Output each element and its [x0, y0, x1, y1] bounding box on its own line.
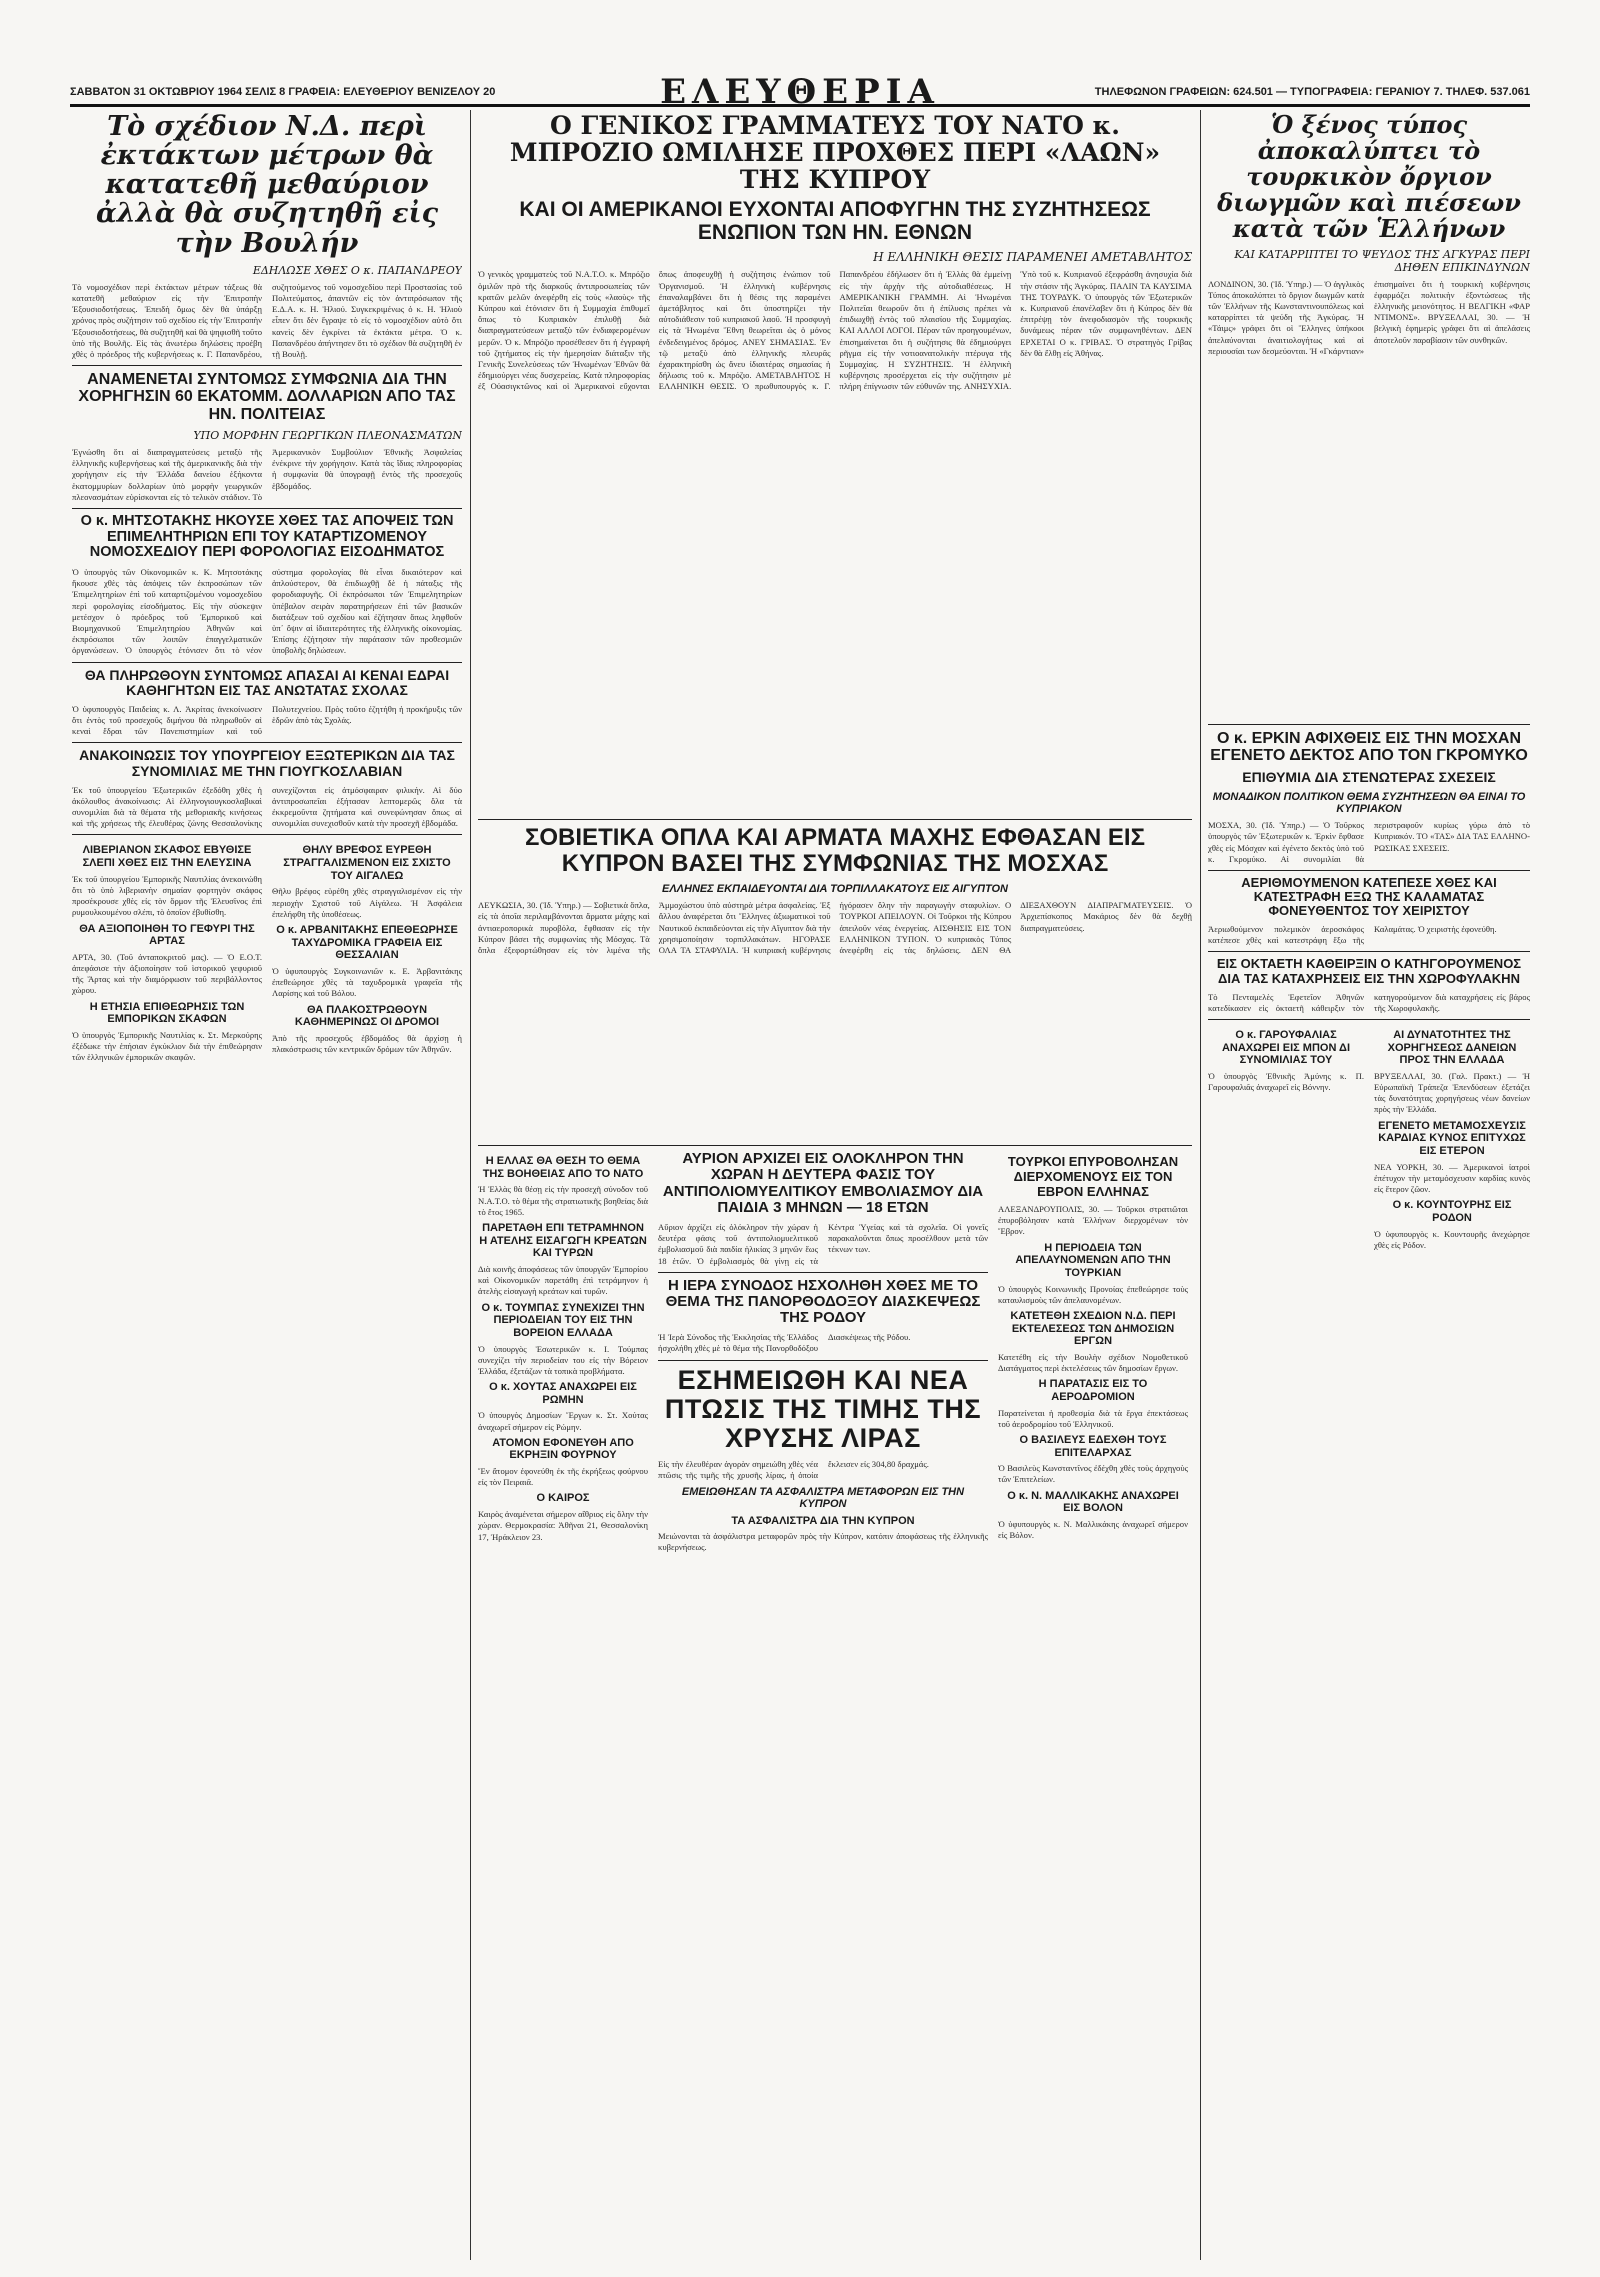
headline-liberian-ship: ΛΙΒΕΡΙΑΝΟΝ ΣΚΑΦΟΣ ΕΒΥΘΙΣΕ ΣΛΕΠΙ ΧΘΕΣ ΕΙΣ ΤΗΝ ΕΛΕΥΣΙΝΑ: [82, 844, 252, 870]
headline-king: Ο ΒΑΣΙΛΕΥΣ ΕΔΕΧΘΗ ΤΟΥΣ ΕΠΙΤΕΛΑΡΧΑΣ: [1019, 1433, 1167, 1459]
article-body: Παρατείνεται ἡ προθεσμία διὰ τὰ ἔργα ἐπεκτάσεως τοῦ ἀεροδρομίου τοῦ Ἑλληνικοῦ.: [998, 1407, 1188, 1429]
deck-torpedo: ΕΛΛΗΝΕΣ ΕΚΠΑΙΔΕΥΟΝΤΑΙ ΔΙΑ ΤΟΡΠΙΛΛΑΚΑΤΟΥΣ ΕΙΣ ΑΙΓΥΠΤΟΝ: [662, 883, 1008, 896]
headline-heart-transplant: ΕΓΕΝΕΤΟ ΜΕΤΑΜΟΣΧΕΥΣΙΣ ΚΑΡΔΙΑΣ ΚΥΝΟΣ ΕΠΙΤΥΧΩΣ ΕΙΣ ΕΤΕΡΟΝ: [1378, 1119, 1526, 1157]
article-body: Ὁ ὑφυπουργὸς κ. Ν. Μαλλικάκης ἀναχωρεῖ σήμερον εἰς Βόλον.: [998, 1518, 1188, 1541]
article-body: ΛΟΝΔΙΝΟΝ, 30. (Ἰδ. Ὑπηρ.) — Ὁ ἀγγλικὸς Τύπος ἀποκαλύπτει τὸ ὄργιον διωγμῶν κατὰ τῶν Ἑλλήνων τῆς Κωνσταντινουπόλεως καὶ καταρρίπτει τὰ ψεύδη τῆς Ἀγκύρας. Ἡ «Τάιμς» γράφει ὅτι οἱ Ἕλληνες ὑπήκοοι ἀπελαύνονται ἀναιτιολογήτως καὶ αἱ περιουσίαι των δεσμεύονται. Ἡ «Γκάρντιαν» ἐπισημαίνει ὅτι ἡ τουρκικὴ κυβέρνησις ἐφαρμόζει πολιτικὴν ἐξοντώσεως τῆς ἑλληνικῆς μειονότητος. Η ΒΕΛΓΙΚΗ «ΦΑΡ ΝΤΙΜΟΝΣ». ΒΡΥΞΕΛΛΑΙ, 30. — Ἡ βελγικὴ ἐφημερὶς γράφει ὅτι αἱ ἀπελάσεις ἀποτελοῦν παραβίασιν τῶν συνθηκῶν.: [1208, 278, 1530, 356]
headline-nato-aid: Η ΕΛΛΑΣ ΘΑ ΘΕΣΗ ΤΟ ΘΕΜΑ ΤΗΣ ΒΟΗΘΕΙΑΣ ΑΠΟ ΤΟ ΝΑΤΟ: [482, 1155, 644, 1180]
center-column: [478, 112, 1192, 2262]
headline-soviet-weapons: ΣΟΒΙΕΤΙΚΑ ΟΠΛΑ ΚΑΙ ΑΡΜΑΤΑ ΜΑΧΗΣ ΕΦΘΑΣΑΝ ΕΙΣ ΚΥΠΡΟΝ ΒΑΣΕΙ ΤΗΣ ΣΥΜΦΩΝΙΑΣ ΤΗΣ ΜΟΣΧΑΣ: [524, 824, 1145, 878]
masthead-rule: [70, 104, 1530, 107]
article-body: Ὁ ὑπουργὸς Ἐσωτερικῶν κ. Ι. Τούμπας συνεχίζει τὴν περιοδείαν του εἰς τὴν Βόρειον Ἑλλάδα, ἐξετάζων τὰ τοπικὰ προβλήματα.: [478, 1343, 648, 1376]
headline-gold-sovereign: ΕΣΗΜΕΙΩΘΗ ΚΑΙ ΝΕΑ ΠΤΩΣΙΣ ΤΗΣ ΤΙΜΗΣ ΤΗΣ ΧΡΥΣΗΣ ΛΙΡΑΣ: [664, 1364, 982, 1453]
headline-dollars: ΑΝΑΜΕΝΕΤΑΙ ΣΥΝΤΟΜΩΣ ΣΥΜΦΩΝΙΑ ΔΙΑ ΤΗΝ ΧΟΡΗΓΗΣΙΝ 60 ΕΚΑΤΟΜΜ. ΔΟΛΛΑΡΙΩΝ ΑΠΟ ΤΑΣ ΗΝ. ΠΟΛΙΤΕΙΑΣ: [78, 371, 456, 423]
headline-airport: Η ΠΑΡΑΤΑΣΙΣ ΕΙΣ ΤΟ ΑΕΡΟΔΡΟΜΙΟΝ: [1038, 1378, 1148, 1403]
headline-weather: Ο ΚΑΙΡΟΣ: [536, 1492, 590, 1505]
headline-ship-inspection: Η ΕΤΗΣΙΑ ΕΠΙΘΕΩΡΗΣΙΣ ΤΩΝ ΕΜΠΟΡΙΚΩΝ ΣΚΑΦΩΝ: [89, 1000, 245, 1026]
headline-nato-brosio: Ο ΓΕΝΙΚΟΣ ΓΡΑΜΜΑΤΕΥΣ ΤΟΥ ΝΑΤΟ κ. ΜΠΡΟΖΙΟ ΩΜΙΛΗΣΕ ΠΡΟΧΘΕΣ ΠΕΡΙ «ΛΑΩΝ» ΤΗΣ ΚΥΠΡΟΥ: [509, 112, 1161, 194]
headline-deportees: Η ΠΕΡΙΟΔΕΙΑ ΤΩΝ ΑΠΕΛΑΥΝΟΜΕΝΩΝ ΑΠΟ ΤΗΝ ΤΟΥΡΚΙΑΝ: [1015, 1241, 1171, 1279]
article-body: Καιρὸς ἀναμένεται σήμερον αἴθριος εἰς ὅλην τὴν χώραν. Θερμοκρασία: Ἀθῆναι 21, Θεσσαλονίκη 17, Ἡράκλειον 23.: [478, 1509, 648, 1542]
headline-arta-bridge: ΘΑ ΑΞΙΟΠΟΙΗΘΗ ΤΟ ΓΕΦΥΡΙ ΤΗΣ ΑΡΤΑΣ: [79, 922, 255, 948]
article-body: Κατετέθη εἰς τὴν Βουλὴν σχέδιον Νομοθετικοῦ Διατάγματος περὶ ἐκτελέσεως τῶν δημοσίων ἔργων.: [998, 1351, 1188, 1374]
column-divider: [470, 110, 471, 2260]
article-body: Διὰ κοινῆς ἀποφάσεως τῶν ὑπουργῶν Ἐμπορίου καὶ Οἰκονομικῶν παρετάθη ἐπὶ τετράμηνον ἡ ἀτελὴς εἰσαγωγὴ κρεάτων καὶ τυρῶν.: [478, 1263, 648, 1297]
article-body: Ὁ ὑπουργὸς Ἐμπορικῆς Ναυτιλίας κ. Στ. Μερκούρης ἐξέδωκε τὴν ἐπήσιαν ἐγκύκλιον διὰ τὴν ἐπιθεώρησιν τῶν ἑλληνικῶν ἐμπορικῶν σκαφῶν.: [72, 1029, 262, 1063]
article-body: Ἀεριωθούμενον πολεμικὸν ἀεροσκάφος κατέπεσε χθὲς καὶ κατεστράφη ἔξω τῆς Καλαμάτας. Ὁ χειριστὴς ἐφονεύθη.: [1208, 924, 1497, 946]
headline-loans: ΑΙ ΔΥΝΑΤΟΤΗΤΕΣ ΤΗΣ ΧΟΡΗΓΗΣΕΩΣ ΔΑΝΕΙΩΝ ΠΡΟΣ ΤΗΝ ΕΛΛΑΔΑ: [1387, 1028, 1517, 1067]
headline-jet-crash: ΑΕΡΙΘΜΟΥΜΕΝΟΝ ΚΑΤΕΠΕΣΕ ΧΘΕΣ ΚΑΙ ΚΑΤΕΣΤΡΑΦΗ ΕΞΩ ΤΗΣ ΚΑΛΑΜΑΤΑΣ ΦΟΝΕΥΘΕΝΤΟΣ ΤΟΥ ΧΕΙΡΙΣΤΟΥ: [1241, 874, 1497, 919]
article-body: Ἐκ τοῦ ὑπουργείου Ἐξωτερικῶν ἐξεδόθη χθὲς ἡ ἀκόλουθος ἀνακοίνωσις: Αἱ ἑλληνογιουγκοσλαβικαὶ συνομιλίαι διὰ τὰ θέματα τῆς μεθοριακῆς κινήσεως καὶ τῆς χρήσεως τῆς ἐλευθέρας ζώνης Θεσσαλονίκης συνεχίζονται εἰς ἀτμόσφαιραν φιλικήν. Αἱ δύο ἀντιπροσωπεῖαι ἐξήτασαν λεπτομερῶς ὅλα τὰ ἐκκρεμοῦντα ζητήματα καὶ συνεφώνησαν ὅπως αἱ συνομιλίαι συνεχισθοῦν κατὰ τὴν προσεχῆ ἑβδομάδα.: [72, 784, 462, 829]
subheadline-cyprus-topic: ΜΟΝΑΔΙΚΟΝ ΠΟΛΙΤΙΚΟΝ ΘΕΜΑ ΣΥΖΗΤΗΣΕΩΝ ΘΑ ΕΙΝΑΙ ΤΟ ΚΥΠΡΙΑΚΟΝ: [1212, 791, 1526, 816]
headline-foreign-press: Ὁ ξένος τύπος ἀποκαλύπτει τὸ τουρκικὸν ὄργιον διωγμῶν καὶ πιέσεων κατὰ τῶν Ἑλλήνων: [1217, 112, 1521, 243]
right-column: [1208, 112, 1530, 2262]
masthead-phones: ΤΗΛΕΦΩΝΟΝ ΓΡΑΦΕΙΩΝ: 624.501 — ΤΥΠΟΓΡΑΦΕΙΑ: ΓΕΡΑΝΙΟΥ 7. ΤΗΛΕΦ. 537.061: [1094, 86, 1530, 98]
article-body: ΑΡΤΑ, 30. (Τοῦ ἀνταποκριτοῦ μας). — Ὁ Ε.Ο.Τ. ἀπεφάσισε τὴν ἀξιοποίησιν τοῦ ἱστορικοῦ γεφυριοῦ τῆς Ἄρτας καὶ τὴν διαμόρφωσιν τοῦ περιβάλλοντος χώρου.: [72, 951, 262, 996]
headline-bakery: ΑΤΟΜΟΝ ΕΦΟΝΕΥΘΗ ΑΠΟ ΕΚΡΗΞΙΝ ΦΟΥΡΝΟΥ: [492, 1436, 634, 1462]
headline-meat-import: ΠΑΡΕΤΑΘΗ ΕΠΙ ΤΕΤΡΑΜΗΝΟΝ Η ΑΤΕΛΗΣ ΕΙΣΑΓΩΓΗ ΚΡΕΑΤΩΝ ΚΑΙ ΤΥΡΩΝ: [479, 1222, 647, 1260]
article-body: ΒΡΥΞΕΛΛΑΙ, 30. (Γαλ. Πρακτ.) — Ἡ Εὐρωπαϊκὴ Τράπεζα Ἐπενδύσεων ἐξετάζει τὰς δυνατότητας χορηγήσεως νέων δανείων πρὸς τὴν Ἑλλάδα.: [1374, 1070, 1530, 1115]
article-body: Ἐγνώσθη ὅτι αἱ διαπραγματεύσεις μεταξὺ τῆς ἑλληνικῆς κυβερνήσεως καὶ τῆς ἀμερικανικῆς διὰ τὴν χορήγησιν εἰς τὴν Ἑλλάδα δανείου ἑξήκοντα ἑκατομμυρίων δολλαρίων ὑπὸ μορφὴν γεωργικῶν πλεονασμάτων εὑρίσκονται εἰς τὸ τελικὸν στάδιον. Τὸ Ἀμερικανικὸν Συμβούλιον Ἐθνικῆς Ἀσφαλείας ἐνέκρινε τὴν χορήγησιν. Κατὰ τὰς ἴδιας πληροφορίας ἡ συμφωνία θὰ ὑπογραφῇ ἐντὸς τῆς προσεχοῦς ἑβδομάδος.: [72, 447, 462, 502]
article-body: ΛΕΥΚΩΣΙΑ, 30. (Ἰδ. Ὑπηρ.) — Σοβιετικὰ ὅπλα, εἰς τὰ ὁποῖα περιλαμβάνονται ἅρματα μάχης καὶ ἀντιαεροπορικὰ πυροβόλα, ἔφθασαν εἰς τὴν Κύπρον βάσει τῆς συμφωνίας τῆς Μόσχας. Τὰ ὅπλα ἐξεφορτώθησαν εἰς τὸν λιμένα τῆς Ἀμμοχώστου ὑπὸ αὐστηρὰ μέτρα ἀσφαλείας. Ἐξ ἄλλου ἀναφέρεται ὅτι Ἕλληνες ἀξιωματικοὶ τοῦ Ναυτικοῦ ἐκπαιδεύονται εἰς τὴν Αἴγυπτον διὰ τὴν χρησιμοποίησιν τορπιλλακάτων. ΗΓΟΡΑΣΕ ΟΛΑ ΤΑ ΣΤΑΦΥΛΙΑ. Ἡ κυπριακὴ κυβέρνησις ἠγόρασεν ὅλην τὴν παραγωγὴν σταφυλίων. Ο ΤΟΥΡΚΟΙ ΑΠΕΙΛΟΥΝ. Οἱ Τοῦρκοι τῆς Κύπρου ἀπειλοῦν νέας ἐνεργείας. ΑΙΣΘΗΣΙΣ ΕΙΣ ΤΟΝ ΕΛΛΗΝΙΚΟΝ ΤΥΠΟΝ. Ὁ κυπριακὸς Τύπος ἀνεφέρθη εἰς τὰς δηλώσεις. ΔΕΝ ΘΑ ΔΙΕΞΑΧΘΟΥΝ ΔΙΑΠΡΑΓΜΑΤΕΥΣΕΙΣ. Ὁ Ἀρχιεπίσκοπος Μακάριος δὲν θὰ δεχθῇ διαπραγματεύσεις.: [478, 900, 1192, 955]
headline-insurance: ΕΜΕΙΩΘΗΣΑΝ ΤΑ ΑΣΦΑΛΙΣΤΡΑ ΜΕΤΑΦΟΡΩΝ ΕΙΣ ΤΗΝ ΚΥΠΡΟΝ: [681, 1485, 965, 1510]
headline-arvanitakis: Ο κ. ΑΡΒΑΝΙΤΑΚΗΣ ΕΠΕΘΕΩΡΗΣΕ ΤΑΧΥΔΡΟΜΙΚΑ ΓΡΑΦΕΙΑ ΕΙΣ ΘΕΣΣΑΛΙΑΝ: [276, 924, 458, 962]
headline-eight-years: ΕΙΣ ΟΚΤΑΕΤΗ ΚΑΘΕΙΡΞΙΝ Ο ΚΑΤΗΓΟΡΟΥΜΕΝΟΣ ΔΙΑ ΤΑΣ ΚΑΤΑΧΡΗΣΕΙΣ ΕΙΣ ΤΗΝ ΧΩΡΟΦΥΛΑΚΗΝ: [1216, 956, 1522, 986]
headline-tumpas: Ο κ. ΤΟΥΜΠΑΣ ΣΥΝΕΧΙΖΕΙ ΤΗΝ ΠΕΡΙΟΔΕΙΑΝ ΤΟΥ ΕΙΣ ΤΗΝ ΒΟΡΕΙΟΝ ΕΛΛΑΔΑ: [481, 1301, 645, 1339]
deck-greek-position: Η ΕΛΛΗΝΙΚΗ ΘΕΣΙΣ ΠΑΡΑΜΕΝΕΙ ΑΜΕΤΑΒΛΗΤΟΣ: [873, 250, 1192, 265]
masthead: [70, 72, 1530, 112]
masthead-title: ΕΛΕΥΘΕΡΙΑ: [660, 72, 940, 112]
article-body: Μειώνονται τὰ ἀσφάλιστρα μεταφορῶν πρὸς τὴν Κύπρον, κατόπιν ἀποφάσεως τῆς ἑλληνικῆς κυβερνήσεως.: [658, 1531, 988, 1553]
article-body: Τὸ νομοσχέδιον περὶ ἐκτάκτων μέτρων τάξεως θὰ κατατεθῆ μεθαύριον εἰς τὴν Ἐπιτροπὴν Ἐξουσιοδοτήσεως. Ἐπειδὴ ὅμως δὲν θὰ ὑπάρξῃ χρόνος πρὸς συζήτησιν τοῦ σχεδίου εἰς τὴν Ἐπιτροπὴν Ἐξουσιοδοτήσεως, θὰ συζητηθῆ καὶ θὰ ψηφισθῆ τοῦτο ὑπὸ τῆς Βουλῆς. Εἰς τὰς ἀνωτέρω δηλώσεις προέβη χθὲς ὁ πρόεδρος τῆς κυβερνήσεως κ. Γ. Παπανδρέου, συζητούμενος τοῦ νομοσχεδίου περὶ Προστασίας τοῦ Πολιτεύματος, ἀπαντῶν εἰς τὸν ἀντιπρόσωπον τῆς Ε.Δ.Α. κ. Η. Ἠλιού. Συγκεκριμένως ὁ κ. Η. Ἠλιοὺ εἶπεν ὅτι δὲν ἔγραψε τὸ εἰς τὸ νομοσχέδιον αὐτὸ ὅτι κανεὶς δὲν ἐγκρίνει τὰ ἐκτάκτα μέτρα. Ὁ κ. Παπανδρέου ἀπήντησεν ὅτι τὸ σχέδιον θὰ συζητηθῆ ἐν τῇ Βουλῇ.: [72, 281, 462, 359]
deck-ankara-lie: ΚΑΙ ΚΑΤΑΡΡΙΠΤΕΙ ΤΟ ΨΕΥΔΟΣ ΤΗΣ ΑΓΚΥΡΑΣ ΠΕΡΙ ΔΗΘΕΝ ΕΠΙΚΙΝΔΥΝΩΝ: [1234, 247, 1530, 274]
article-body: Ὁ ὑπουργὸς τῶν Οἰκονομικῶν κ. Κ. Μητσοτάκης ἤκουσε χθὲς τὰς ἀπόψεις τῶν ἐκπροσώπων τῶν Ἐπιμελητηρίων ἐπὶ τοῦ καταρτιζομένου νομοσχεδίου περὶ φορολογίας εἰσοδήματος. Εἰς τὴν σύσκεψιν μετέσχον ὁ πρόεδρος τοῦ Ἐμπορικοῦ καὶ Βιομηχανικοῦ Ἐπιμελητηρίου Ἀθηνῶν καὶ ἐκπρόσωποι τῶν λοιπῶν ἐπαγγελματικῶν ὀργανώσεων. Ὁ ὑπουργὸς ἐτόνισεν ὅτι τὸ νέον σύστημα φορολογίας θὰ εἶναι δικαιότερον καὶ ἁπλούστερον, θὰ ἐπιδιωχθῇ δὲ ἡ πάταξις τῆς φοροδιαφυγῆς. Οἱ ἐκπρόσωποι τῶν Ἐπιμελητηρίων ὑπέβαλον σειρὰν παρατηρήσεων ἐπὶ τῶν βασικῶν διατάξεων τοῦ σχεδίου καὶ ἐζήτησαν ὅπως ληφθοῦν ὑπ᾽ ὄψιν αἱ ἰδιαιτερότητες τῆς ἑλληνικῆς οἰκονομίας. Ἐπίσης ἐζήτησαν τὴν παράτασιν τῶν προθεσμιῶν ὑποβολῆς δηλώσεων.: [72, 566, 462, 656]
headline-garoufalias: Ο κ. ΓΑΡΟΥΦΑΛΙΑΣ ΑΝΑΧΩΡΕΙ ΕΙΣ ΜΠΟΝ ΔΙ ΣΥΝΟΜΙΛΙΑΣ ΤΟΥ: [1221, 1028, 1351, 1067]
byline: ΕΔΗΛΩΣΕ ΧΘΕΣ Ο κ. ΠΑΠΑΝΔΡΕΟΥ: [252, 263, 462, 277]
headline-erkin-moscow: Ο κ. ΕΡΚΙΝ ΑΦΙΧΘΕΙΣ ΕΙΣ ΤΗΝ ΜΟΣΧΑΝ ΕΓΕΝΕΤΟ ΔΕΚΤΟΣ ΑΠΟ ΤΟΝ ΓΚΡΟΜΥΚΟ: [1210, 729, 1528, 764]
headline-infant: ΘΗΛΥ ΒΡΕΦΟΣ ΕΥΡΕΘΗ ΣΤΡΑΓΓΑΛΙΣΜΕΝΟΝ ΕΙΣ ΣΧΙΣΤΟ ΤΟΥ ΑΙΓΑΛΕΩ: [283, 844, 451, 882]
article-body: Ἀπὸ τῆς προσεχοῦς ἑβδομάδος θὰ ἀρχίσῃ ἡ πλακόστρωσις τῶν κεντρικῶν δρόμων τῶν Ἀθηνῶν.: [272, 1032, 462, 1055]
article-body: Ὁ ὑφυπουργὸς Παιδείας κ. Λ. Ἀκρίτας ἀνεκοίνωσεν ὅτι ἐντὸς τοῦ προσεχοῦς διμήνου θὰ πληρωθοῦν αἱ κεναὶ ἕδραι τῶν Πανεπιστημίων καὶ τοῦ Πολυτεχνείου. Πρὸς τοῦτο ἐζητήθη ἡ προκήρυξις τῶν ἑδρῶν ἀπὸ τὰς Σχολάς.: [72, 703, 462, 737]
headline-public-works: ΚΑΤΕΤΕΘΗ ΣΧΕΔΙΟΝ Ν.Δ. ΠΕΡΙ ΕΚΤΕΛΕΣΕΩΣ ΤΩΝ ΔΗΜΟΣΙΩΝ ΕΡΓΩΝ: [1010, 1309, 1176, 1348]
article-body: Ὁ Βασιλεὺς Κωνσταντῖνος ἐδέχθη χθὲς τοὺς ἀρχηγοὺς τῶν Ἐπιτελείων.: [998, 1463, 1188, 1485]
article-body: Ὁ ὑφυπουργὸς κ. Κουντουρῆς ἀνεχώρησε χθὲς εἰς Ρόδον.: [1374, 1228, 1530, 1250]
article-body: Ὁ ὑπουργὸς Ἐθνικῆς Ἀμύνης κ. Π. Γαρουφαλιᾶς ἀναχωρεῖ εἰς Βόννην.: [1208, 1070, 1364, 1093]
article-body: Θῆλυ βρέφος εὑρέθη χθὲς στραγγαλισμένον εἰς τὴν περιοχὴν Σχιστοῦ τοῦ Αἰγάλεω. Ἡ Ἀσφάλεια ἐπελήφθη τῆς ὑποθέσεως.: [272, 886, 462, 919]
article-body: Εἰς τὴν ἐλευθέραν ἀγορὰν σημειώθη χθὲς νέα πτῶσις τῆς τιμῆς τῆς χρυσῆς λίρας, ἡ ὁποία ἔκλεισεν εἰς 304,80 δραχμάς.: [658, 1459, 929, 1481]
headline-decree: Τὸ σχέδιον Ν.Δ. περὶ ἐκτάκτων μέτρων θὰ κατατεθῆ μεθαύριον ἀλλὰ θὰ συζητηθῆ εἰς τὴν Βουλήν: [95, 112, 439, 259]
article-body: ΜΟΣΧΑ, 30. (Ἰδ. Ὑπηρ.) — Ὁ Τοῦρκος ὑπουργὸς τῶν Ἐξωτερικῶν κ. Ἐρκὶν ἔφθασε χθὲς εἰς Μόσχαν καὶ ἐγένετο δεκτὸς ὑπὸ τοῦ κ. Γκρομύκο. Αἱ συνομιλίαι θὰ περιστραφοῦν κυρίως γύρω ἀπὸ τὸ Κυπριακόν. ΤΟ «ΤΑΣ» ΔΙΑ ΤΑΣ ΕΛΛΗΝΟ-ΡΩΣΙΚΑΣ ΣΧΕΣΕΙΣ.: [1208, 820, 1530, 864]
article-body: ΝΕΑ ΥΟΡΚΗ, 30. — Ἀμερικανοὶ ἰατροὶ ἐπέτυχον τὴν μεταμόσχευσιν καρδίας κυνὸς εἰς ἕτερον ζῶον.: [1374, 1161, 1530, 1195]
article-body: Ἐκ τοῦ ὑπουργείου Ἐμπορικῆς Ναυτιλίας ἀνεκοινώθη ὅτι τὸ ὑπὸ λιβεριανὴν σημαίαν φορτηγὸν σκάφος προσέκρουσε χθὲς εἰς τὸν ὅρμον τῆς Ἐλευσῖνος ἐπὶ ρυμουλκουμένου σλέπι, τὸ ὁποῖον ἐβυθίσθη.: [72, 873, 262, 918]
article-body: Ἡ Ἱερὰ Σύνοδος τῆς Ἐκκλησίας τῆς Ἑλλάδος ἠσχολήθη χθὲς μὲ τὸ θέμα τῆς Πανορθοδόξου Διασκέψεως τῆς Ρόδου.: [658, 1332, 911, 1354]
headline-roads: ΘΑ ΠΛΑΚΟΣΤΡΩΘΟΥΝ ΚΑΘΗΜΕΡΙΝΩΣ ΟΙ ΔΡΟΜΟΙ: [294, 1003, 440, 1029]
headline-polio: ΑΥΡΙΟΝ ΑΡΧΙΖΕΙ ΕΙΣ ΟΛΟΚΛΗΡΟΝ ΤΗΝ ΧΩΡΑΝ Η ΔΕΥΤΕΡΑ ΦΑΣΙΣ ΤΟΥ ΑΝΤΙΠΟΛΙΟΜΥΕΛΙΤΙΚΟΥ ΕΜΒΟΛΙΑΣΜΟΥ ΔΙΑ ΠΑΙΔΙΑ 3 ΜΗΝΩΝ — 18 ΕΤΩΝ: [662, 1150, 984, 1216]
subheadline-insurance: ΤΑ ΑΣΦΑΛΙΣΤΡΑ ΔΙΑ ΤΗΝ ΚΥΠΡΟΝ: [731, 1514, 915, 1527]
article-body: ΑΛΕΞΑΝΔΡΟΥΠΟΛΙΣ, 30. — Τοῦρκοι στρατιῶται ἐπυροβόλησαν κατὰ Ἑλλήνων διερχομένων τὸν Ἕβρον.: [998, 1203, 1188, 1237]
headline-hutas: Ο κ. ΧΟΥΤΑΣ ΑΝΑΧΩΡΕΙ ΕΙΣ ΡΩΜΗΝ: [489, 1381, 637, 1406]
article-body: Ὁ ὑφυπουργὸς Συγκοινωνιῶν κ. Ε. Ἀρβανιτάκης ἐπεθεώρησε χθὲς τὰ ταχυδρομικὰ γραφεῖα τῆς Λαρίσης καὶ τοῦ Βόλου.: [272, 965, 462, 999]
headline-mitsotakis: Ο κ. ΜΗΤΣΟΤΑΚΗΣ ΗΚΟΥΣΕ ΧΘΕΣ ΤΑΣ ΑΠΟΨΕΙΣ ΤΩΝ ΕΠΙΜΕΛΗΤΗΡΙΩΝ ΕΠΙ ΤΟΥ ΚΑΤΑΡΤΙΖΟΜΕΝΟΥ ΝΟΜΟΣΧΕΔΙΟΥ ΠΕΡΙ ΦΟΡΟΛΟΓΙΑΣ ΕΙΣΟΔΗΜΑΤΟΣ: [80, 513, 454, 561]
article-body: Ὁ ὑπουργὸς Κοινωνικῆς Προνοίας ἐπεθεώρησε τοὺς καταυλισμοὺς τῶν ἀπελαυνομένων.: [998, 1283, 1188, 1305]
headline-yugoslavia: ΑΝΑΚΟΙΝΩΣΙΣ ΤΟΥ ΥΠΟΥΡΓΕΙΟΥ ΕΞΩΤΕΡΙΚΩΝ ΔΙΑ ΤΑΣ ΣΥΝΟΜΙΛΙΑΣ ΜΕ ΤΗΝ ΓΙΟΥΓΚΟΣΛΑΒΙΑΝ: [79, 747, 455, 779]
article-body: Ὁ ὑπουργὸς Δημοσίων Ἔργων κ. Στ. Χούτας ἀναχωρεῖ σήμερον εἰς Ρώμην.: [478, 1410, 648, 1432]
left-column: [72, 112, 462, 2262]
byline: ΥΠΟ ΜΟΡΦΗΝ ΓΕΩΡΓΙΚΩΝ ΠΛΕΟΝΑΣΜΑΤΩΝ: [193, 429, 462, 442]
headline-kountouris: Ο κ. ΚΟΥΝΤΟΥΡΗΣ ΕΙΣ ΡΟΔΟΝ: [1392, 1199, 1512, 1224]
headline-evros: ΤΟΥΡΚΟΙ ΕΠΥΡΟΒΟΛΗΣΑΝ ΔΙΕΡΧΟΜΕΝΟΥΣ ΕΙΣ ΤΟΝ ΕΒΡΟΝ ΕΛΛΗΝΑΣ: [1007, 1154, 1179, 1200]
headline-americans: ΚΑΙ ΟΙ ΑΜΕΡΙΚΑΝΟΙ ΕΥΧΟΝΤΑΙ ΑΠΟΦΥΓΗΝ ΤΗΣ ΣΥΖΗΤΗΣΕΩΣ ΕΝΩΠΙΟΝ ΤΩΝ ΗΝ. ΕΘΝΩΝ: [519, 198, 1151, 244]
masthead-date-line: ΣΑΒΒΑΤΟΝ 31 ΟΚΤΩΒΡΙΟΥ 1964 ΣΕΛΙΣ 8 ΓΡΑΦΕΙΑ: ΕΛΕΥΘΕΡΙΟΥ ΒΕΝΙΖΕΛΟΥ 20: [70, 86, 496, 98]
headline-synod: Η ΙΕΡΑ ΣΥΝΟΔΟΣ ΗΣΧΟΛΗΘΗ ΧΘΕΣ ΜΕ ΤΟ ΘΕΜΑ ΤΗΣ ΠΑΝΟΡΘΟΔΟΞΟΥ ΔΙΑΣΚΕΨΕΩΣ ΤΗΣ ΡΟΔΟΥ: [665, 1276, 981, 1327]
deck-closer-relations: ΕΠΙΘΥΜΙΑ ΔΙΑ ΣΤΕΝΩΤΕΡΑΣ ΣΧΕΣΕΙΣ: [1242, 769, 1496, 786]
article-body: Ὁ γενικὸς γραμματεὺς τοῦ Ν.Α.Τ.Ο. κ. Μπρόζιο ὁμιλῶν πρὸ τῆς διαρκοῦς ἀντιπροσωπείας τῶν κρατῶν μελῶν ἀνεφέρθη εἰς τοὺς «λαοὺς» τῆς Κύπρου καὶ ἐτόνισεν ὅτι ἡ Συμμαχία ἐπιθυμεῖ ὅπως τὸ Κυπριακὸν ἐπιλυθῇ διὰ διαπραγματεύσεων μεταξὺ τῶν ἐνδιαφερομένων μερῶν. Ὁ κ. Μπρόζιο προσέθεσεν ὅτι ἡ ἐγγραφὴ τοῦ ζητήματος εἰς τὴν ἡμερησίαν διάταξιν τῆς Γενικῆς Συνελεύσεως τῶν Ἡνωμένων Ἐθνῶν θὰ ἐδημιούργει νέας δυσχερείας. Κατὰ πληροφορίας ἐξ Οὐασιγκτῶνος καὶ οἱ Ἀμερικανοὶ εὔχονται ὅπως ἀποφευχθῇ ἡ συζήτησις ἐνώπιον τοῦ Ὀργανισμοῦ. Ἡ ἑλληνικὴ κυβέρνησις ἐπαναλαμβάνει ὅτι ἡ θέσις της παραμένει ἀμετάβλητος καὶ ὅτι ὑποστηρίζει τὴν αὐτοδιάθεσιν τοῦ κυπριακοῦ λαοῦ. Ἡ προσφυγὴ εἰς τὰ Ἡνωμένα Ἔθνη θεωρεῖται ὡς ὁ μόνος ἐνδεδειγμένος δρόμος. ΑΝΕΥ ΣΗΜΑΣΙΑΣ. Ἐν τῷ μεταξὺ ἀπὸ ἑλληνικῆς πλευρᾶς ἐχαρακτηρίσθη ὡς ἄνευ ἰδιαιτέρας σημασίας ἡ δήλωσις τοῦ κ. Μπρόζιο. ΑΜΕΤΑΒΛΗΤΟΣ Η ΕΛΛΗΝΙΚΗ ΘΕΣΙΣ. Ὁ πρωθυπουργὸς κ. Γ. Παπανδρέου ἐδήλωσεν ὅτι ἡ Ἑλλὰς θὰ ἐμμείνῃ εἰς τὴν ἀρχὴν τῆς αὐτοδιαθέσεως. Η ΑΜΕΡΙΚΑΝΙΚΗ ΓΡΑΜΜΗ. Αἱ Ἡνωμέναι Πολιτεῖαι θεωροῦν ὅτι ἡ ἐπίλυσις πρέπει νὰ ἐπιδιωχθῇ ἐντὸς τοῦ πλαισίου τῆς Συμμαχίας. ΚΑΙ ΑΛΛΟΙ ΛΟΓΟΙ. Πέραν τῶν προηγουμένων, ἐπισημαίνεται ὅτι ἡ συζήτησις θὰ ἐδημιούργει ρῆγμα εἰς τὴν νοτιοανατολικὴν πτέρυγα τῆς Συμμαχίας. Η ΣΥΖΗΤΗΣΙΣ. Ἡ ἑλληνικὴ κυβέρνησις προσέρχεται εἰς τὴν συζήτησιν μὲ πλήρη ἐπίγνωσιν τῶν εὐθυνῶν της. ΑΝΗΣΥΧΙΑ. Ὑπὸ τοῦ κ. Κυπριανοῦ ἐξεφράσθη ἀνησυχία διὰ τὴν στάσιν τῆς Ἀγκύρας. ΠΑΛΙΝ ΤΑ ΚΑΥΣΙΜΑ ΤΗΣ ΤΟΥΡΔΥΚ. Ὁ ὑπουργὸς τῶν Ἐξωτερικῶν κ. Κυπριανοῦ ἐπανέλαβεν ὅτι ἡ Κύπρος δὲν θὰ ἐπιτρέψῃ τὸν ἀνεφοδιασμὸν τῆς τουρκικῆς δυνάμεως πέραν τῶν συμφωνηθέντων. ΔΕΝ ΕΡΧΕΤΑΙ Ο κ. ΓΡΙΒΑΣ. Ὁ στρατηγὸς Γρίβας δὲν θὰ ἔλθῃ εἰς Ἀθήνας.: [478, 269, 1192, 392]
article-body: Ἕν ἄτομον ἐφονεύθη ἐκ τῆς ἐκρήξεως φούρνου εἰς τὸν Πειραιᾶ.: [478, 1466, 648, 1488]
article-body: Αὔριον ἀρχίζει εἰς ὁλόκληρον τὴν χώραν ἡ δευτέρα φάσις τοῦ ἀντιπολιομυελιτικοῦ ἐμβολιασμοῦ διὰ παιδία ἡλικίας 3 μηνῶν ἕως 18 ἐτῶν. Ὁ ἐμβολιασμὸς θὰ γίνῃ εἰς τὰ Κέντρα Ὑγείας καὶ τὰ σχολεῖα. Οἱ γονεῖς παρακαλοῦνται ὅπως προσέλθουν μετὰ τῶν τέκνων των.: [658, 1221, 988, 1266]
headline-mallikakis: Ο κ. Ν. ΜΑΛΛΙΚΑΚΗΣ ΑΝΑΧΩΡΕΙ ΕΙΣ ΒΟΛΟΝ: [1007, 1489, 1179, 1515]
article-body: Ἡ Ἑλλὰς θὰ θέσῃ εἰς τὴν προσεχῆ σύνοδον τοῦ Ν.Α.Τ.Ο. τὸ θέμα τῆς στρατιωτικῆς βοηθείας διὰ τὸ ἔτος 1965.: [478, 1184, 648, 1217]
article-body: Τὸ Πενταμελὲς Ἐφετεῖον Ἀθηνῶν κατεδίκασεν εἰς ὀκταετῆ κάθειρξιν τὸν κατηγορούμενον διὰ καταχρήσεις εἰς βάρος τῆς Χωροφυλακῆς.: [1208, 991, 1530, 1013]
column-divider: [1200, 110, 1201, 2260]
headline-professors: ΘΑ ΠΛΗΡΩΘΟΥΝ ΣΥΝΤΟΜΩΣ ΑΠΑΣΑΙ ΑΙ ΚΕΝΑΙ ΕΔΡΑΙ ΚΑΘΗΓΗΤΩΝ ΕΙΣ ΤΑΣ ΑΝΩΤΑΤΑΣ ΣΧΟΛΑΣ: [84, 666, 450, 698]
